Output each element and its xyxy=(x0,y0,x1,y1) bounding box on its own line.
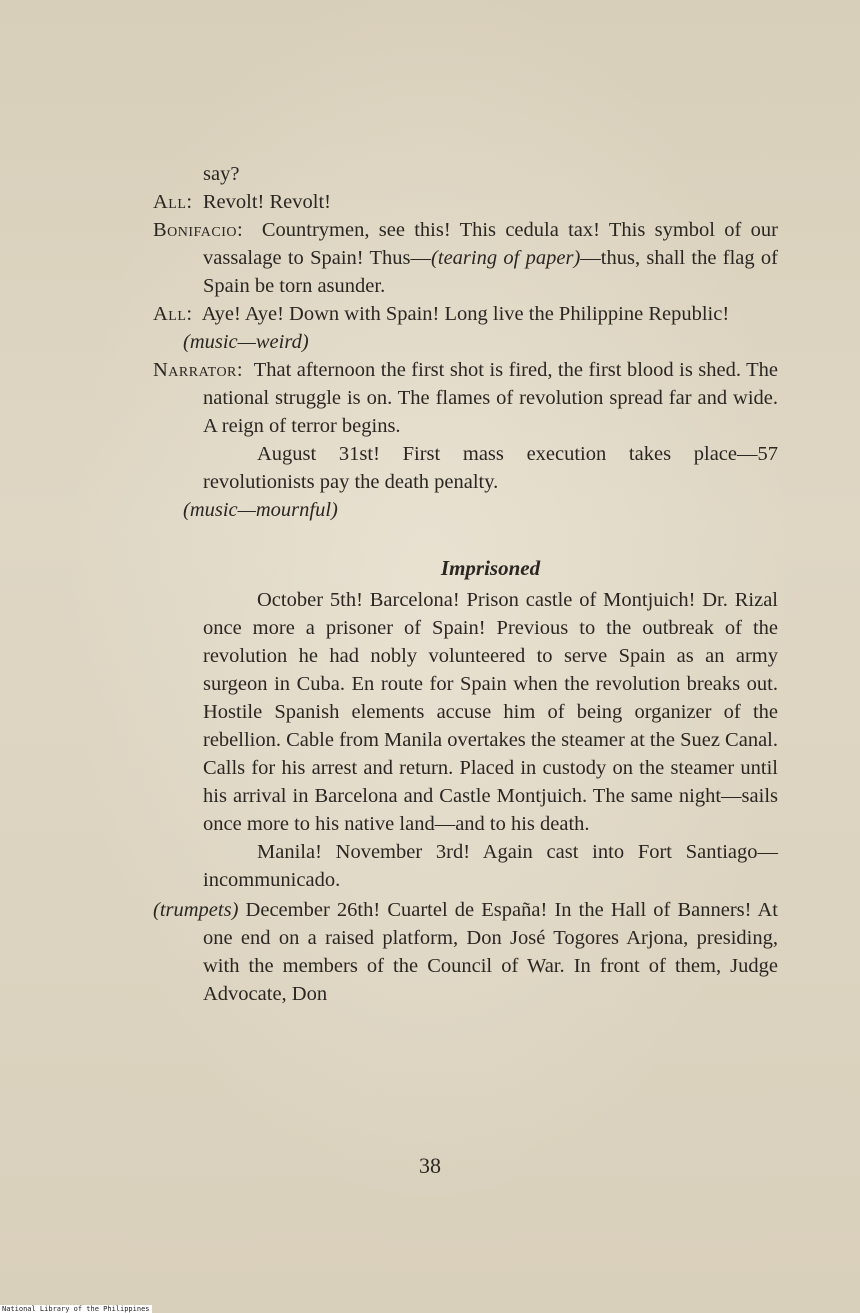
narration-paragraph: August 31st! First mass execution takes place—57 revolutionists pay the death penalty. xyxy=(203,443,778,493)
line-narrator xyxy=(153,356,778,440)
paragraph-october: October 5th! Barcelona! Prison castle of Montjuich! Dr. Rizal once more a prisoner of Spain! Previous to the outbreak of the revolution he had nobly volunteered to serve Spain as an army surgeon in Cuba. En route for Spain when the revolution breaks out. Hostile Spanish elements accuse him of being organizer of the rebellion. Cable from Manila overtakes the steamer at the Suez Canal. Calls for his arrest and return. Placed in custody on the steamer until his arrival in Barcelona and Castle Montjuich. The same night—sails once more to his native land—and to his death. xyxy=(203,589,778,835)
speaker-all: All: xyxy=(153,191,193,213)
library-footer: National Library of the Philippines xyxy=(2,1305,150,1313)
dialogue-text: Countrymen, see this! This cedula tax! This symbol of our vassalage to Spain! Thus— xyxy=(203,219,778,269)
dialogue-text: Revolt! Revolt! xyxy=(202,191,331,213)
line-bonifacio xyxy=(153,216,778,300)
line-all-2 xyxy=(153,300,778,328)
section-heading: Imprisoned xyxy=(440,556,541,580)
paragraph-november: Manila! November 3rd! Again cast into Fort Santiago—incommunicado. xyxy=(203,841,778,891)
speaker-all: All: xyxy=(153,303,193,325)
dialogue-text: Aye! Aye! Down with Spain! Long live the Philippine Republic! xyxy=(201,303,730,325)
line-say xyxy=(153,160,778,188)
paragraph-december xyxy=(153,896,778,1008)
stage-direction-mournful: (music—mournful) xyxy=(183,499,338,521)
stage-direction-trumpets: (trumpets) xyxy=(153,899,239,921)
stage-direction-weird: (music—weird) xyxy=(183,331,309,353)
speaker-narrator: Narrator: xyxy=(153,359,244,381)
page-number: 38 xyxy=(419,1153,441,1178)
paragraph-text: December 26th! Cuartel de España! In the Hall of Banners! At one end on a raised platform, Don José Togores Arjona, presiding, with the members of the Council of War. In front of them, Judge Advocate, Don xyxy=(203,899,778,1005)
speaker-bonifacio: Bonifacio: xyxy=(153,219,244,241)
say-text: say? xyxy=(203,163,240,185)
narration-text: That afternoon the first shot is fired, the first blood is shed. The national struggle is on. The flames of revolution spread far and wide. A reign of terror begins. xyxy=(203,359,778,437)
line-all-1 xyxy=(153,188,778,216)
dialogue-text: —thus, shall the flag of Spain be torn asunder. xyxy=(203,247,778,297)
page-body xyxy=(153,160,778,1008)
stage-direction: (tearing of paper) xyxy=(431,247,581,269)
